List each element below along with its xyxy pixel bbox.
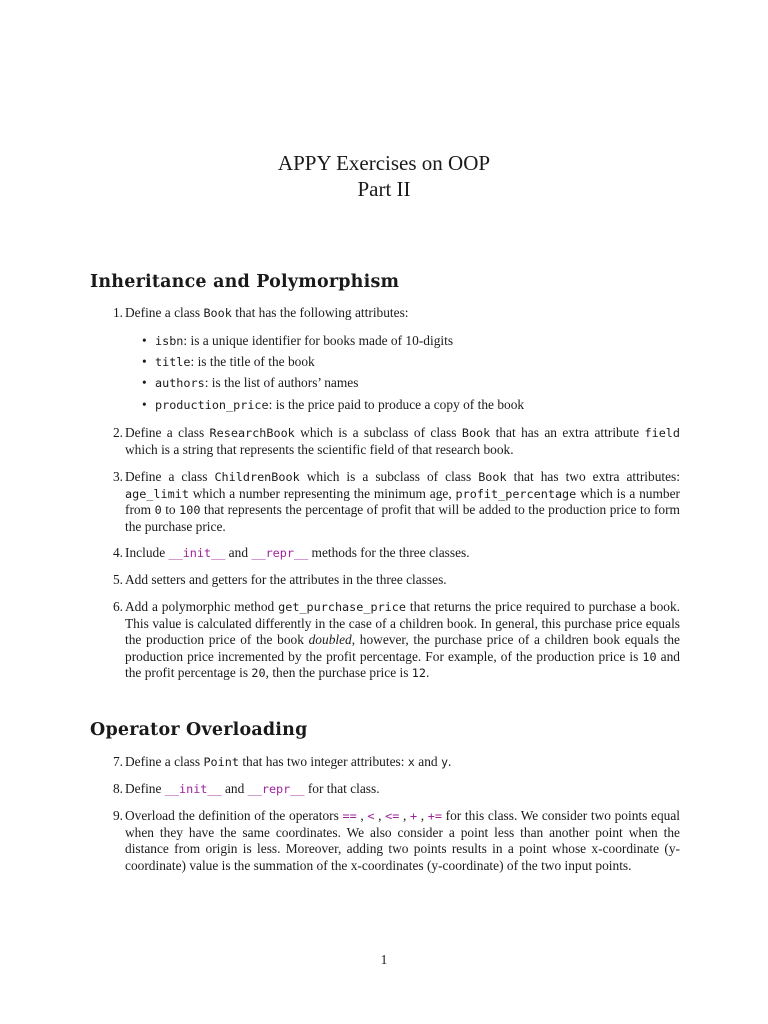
code-attribute: x [407,755,415,769]
exercise-number: 6. [112,599,123,614]
exercise-2 [112,425,680,458]
text: , however, the purchase price of a children book equals the production price incremented by the profit percentage. For example, of the production price is [125,632,680,664]
text: for this class. We consider two points equal when they have the same coordinates. We also consider a point less than another point when the distance from origin is less. Moreover, adding two points results in a point whose x-coordinate (y-coordinate) value is the summation of the x-coordinates (y-coordinate) of the two input points. [125,808,681,873]
exercise-number: 9. [112,808,123,823]
exercise-4 [112,545,680,562]
exercise-8 [112,781,680,798]
text: Include [125,545,169,560]
title-line-2: Part II [357,177,411,201]
text: Add setters and getters for the attributes in the three classes. [125,572,447,587]
code-operator: += [427,809,442,823]
text: and the profit percentage is [125,648,680,680]
text: Add a polymorphic method [125,599,279,614]
code-attribute: y [440,755,449,769]
text: and [225,545,252,560]
code-value: 100 [179,503,201,517]
exercise-6 [112,599,680,682]
exercise-number: 1. [112,305,123,320]
document-title [0,150,768,202]
code-value: 10 [642,649,657,664]
section-heading-inheritance: Inheritance and Polymorphism [90,272,400,292]
text: that represents the percentage of profit that will be added to the production price to form the purchase price. [125,502,680,534]
text: which is a subclass of class [299,469,479,484]
code-class-name: Book [461,426,491,440]
code-attribute: age_limit [125,486,189,501]
text: and [414,754,441,769]
text: : is the title of the book [190,354,315,369]
text: which is a number from [125,485,680,517]
code-value: 0 [154,503,162,517]
text: to [161,502,180,517]
code-keyword: __repr__ [247,782,305,796]
separator: , [356,808,368,823]
code-class-name: ResearchBook [209,426,295,440]
exercise-5 [112,572,680,589]
bullet-icon: • [142,333,147,348]
code-operator: < [367,809,375,823]
code-attribute: production_price [155,398,269,412]
text: for that class. [304,781,380,796]
text: that returns the price required to purchase a book. This value is calculated differently in the case of a children book. In general, this purchase price equals the production price of the book [125,599,680,647]
code-class-name: Point [203,755,239,769]
code-class-name: ChildrenBook [214,470,300,484]
text: : is a unique identifier for books made of 10-digits [183,333,454,348]
exercise-number: 2. [112,425,123,440]
text: that has two integer attributes: [238,754,408,769]
code-class-name: Book [478,470,507,484]
code-attribute: isbn [155,334,184,348]
text: which is a subclass of class [294,425,462,440]
text: . [426,665,430,680]
code-value: 12 [411,666,426,680]
text: Define a class [125,469,215,484]
code-class-name: Book [203,306,232,320]
text: Define a class [125,754,204,769]
code-keyword: __init__ [168,546,226,560]
code-attribute: field [644,426,680,440]
separator: , [399,808,411,823]
bullet-icon: • [142,354,147,369]
text: that has two extra attributes: [506,469,680,484]
code-operator: == [342,809,357,823]
text: Define [125,781,165,796]
text: . [448,754,452,769]
code-value: 20 [251,666,266,680]
text: Define a class [125,305,204,320]
text: which is a string that represents the scientific field of that research book. [125,441,514,457]
code-attribute: title [155,355,191,369]
exercise-9 [112,808,681,874]
exercise-number: 3. [112,469,123,484]
text: which a number representing the minimum age, [188,485,456,501]
section-heading-operator-overloading: Operator Overloading [90,720,308,740]
text: that has the following attributes: [231,305,409,320]
bullet-icon: • [142,375,147,390]
code-attribute: authors [155,376,205,390]
code-keyword: __init__ [164,782,222,796]
text: methods for the three classes. [308,545,470,560]
exercise-1 [112,305,680,322]
exercise-number: 8. [112,781,123,796]
title-line-1: APPY Exercises on OOP [277,151,491,175]
text: , then the purchase price is [265,665,412,680]
emphasis-text: doubled [308,632,352,647]
code-operator: <= [385,809,400,823]
text: : is the price paid to produce a copy of the book [268,397,525,412]
code-operator: + [410,809,418,823]
exercise-number: 4. [112,545,123,560]
text: that has an extra attribute [490,425,645,440]
bullet-icon: • [142,397,147,412]
page-number: 1 [380,952,388,967]
exercise-number: 5. [112,572,123,587]
text: Overload the definition of the operators [125,808,343,823]
exercise-3 [112,469,680,535]
code-method-name: get_purchase_price [278,600,406,614]
separator: , [417,808,428,823]
separator: , [374,808,386,823]
code-keyword: __repr__ [251,546,309,560]
text: and [221,781,248,796]
text: : is the list of authors’ names [204,375,359,390]
exercise-number: 7. [112,754,123,769]
code-attribute: profit_percentage [455,486,577,501]
exercise-7 [112,754,680,771]
text: Define a class [125,425,210,440]
